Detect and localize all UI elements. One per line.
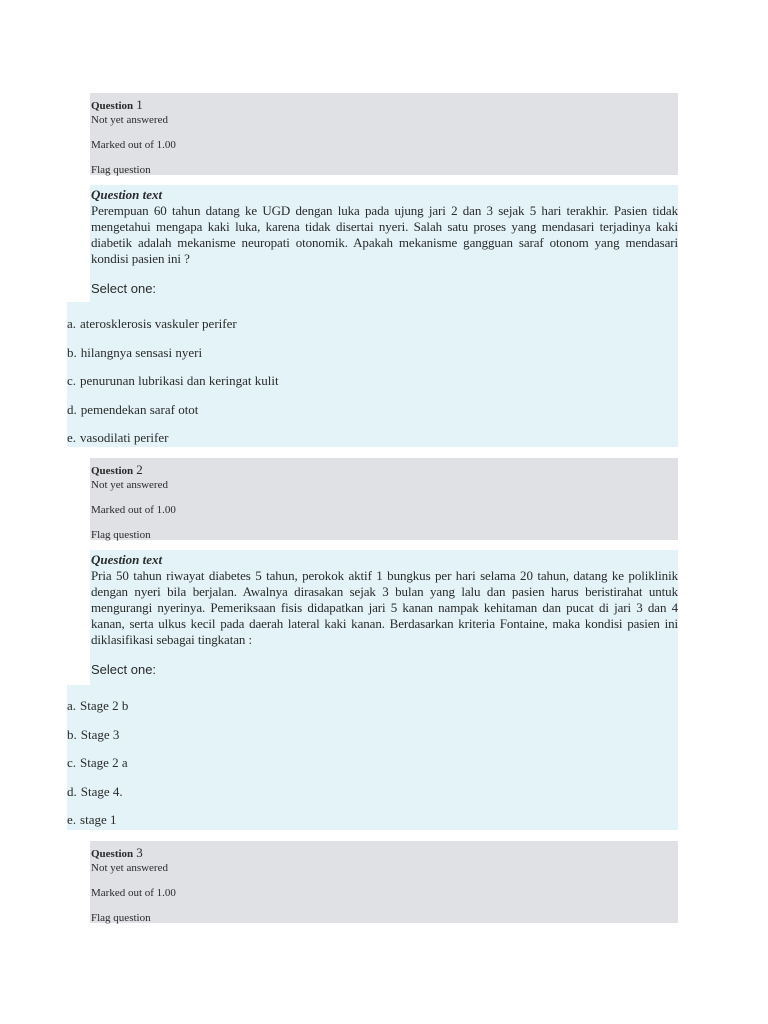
question-status: Not yet answered bbox=[91, 862, 168, 874]
question-title: Question 3 bbox=[91, 845, 143, 860]
answer-option-c[interactable]: c. Stage 2 a bbox=[67, 755, 128, 770]
select-one-label: Select one: bbox=[91, 281, 157, 296]
question-text-heading: Question text bbox=[91, 187, 163, 202]
question-content-1 bbox=[90, 185, 678, 302]
answer-option-e[interactable]: e. vasodilati perifer bbox=[67, 430, 169, 445]
answer-option-d[interactable]: d. Stage 4. bbox=[67, 784, 123, 799]
select-one-label: Select one: bbox=[91, 662, 157, 677]
answer-list-2 bbox=[67, 685, 678, 830]
question-title: Question 1 bbox=[91, 97, 143, 112]
question-info-1 bbox=[90, 93, 678, 175]
answer-option-a[interactable]: a. aterosklerosis vaskuler perifer bbox=[67, 316, 237, 331]
question-content-2 bbox=[90, 550, 678, 685]
flag-question-link[interactable]: Flag question bbox=[91, 164, 151, 176]
question-text: Perempuan 60 tahun datang ke UGD dengan luka pada ujung jari 2 dan 3 sejak 5 hari terakhir. Pasien tidak mengetahui mengapa kaki luka, karena tidak disertai nyeri. Salah satu proses yang mendasari terjadinya kaki diabetik adalah mekanisme neuropati otonomik. Apakah mekanisme gangguan saraf otonom yang mendasari kondisi pasien ini ? bbox=[91, 203, 678, 266]
question-marks: Marked out of 1.00 bbox=[91, 504, 176, 516]
answer-list-1 bbox=[67, 302, 678, 447]
question-marks: Marked out of 1.00 bbox=[91, 139, 176, 151]
question-title: Question 2 bbox=[91, 462, 143, 477]
flag-question-link[interactable]: Flag question bbox=[91, 912, 151, 924]
question-info-2 bbox=[90, 458, 678, 540]
question-marks: Marked out of 1.00 bbox=[91, 887, 176, 899]
flag-question-link[interactable]: Flag question bbox=[91, 529, 151, 541]
question-text: Pria 50 tahun riwayat diabetes 5 tahun, perokok aktif 1 bungkus per hari selama 20 tahun, datang ke poliklinik dengan nyeri bila berjalan. Awalnya dirasakan sejak 3 bulan yang lalu dan pasien harus beristirahat untuk mengurangi nyerinya. Pemeriksaan fisis didapatkan jari 5 kanan nampak kehitaman dan pucat di jari 3 dan 4 kanan, serta ulkus kecil pada daerah lateral kaki kanan. Berdasarkan kriteria Fontaine, maka kondisi pasien ini diklasifikasi sebagai tingkatan : bbox=[91, 568, 678, 647]
question-status: Not yet answered bbox=[91, 114, 168, 126]
question-status: Not yet answered bbox=[91, 479, 168, 491]
answer-option-c[interactable]: c. penurunan lubrikasi dan keringat kulit bbox=[67, 373, 279, 388]
answer-option-b[interactable]: b. hilangnya sensasi nyeri bbox=[67, 345, 203, 360]
answer-option-d[interactable]: d. pemendekan saraf otot bbox=[67, 402, 199, 417]
answer-option-a[interactable]: a. Stage 2 b bbox=[67, 698, 129, 713]
answer-option-b[interactable]: b. Stage 3 bbox=[67, 727, 120, 742]
question-info-3 bbox=[90, 841, 678, 923]
answer-option-e[interactable]: e. stage 1 bbox=[67, 812, 117, 827]
question-text-heading: Question text bbox=[91, 552, 163, 567]
